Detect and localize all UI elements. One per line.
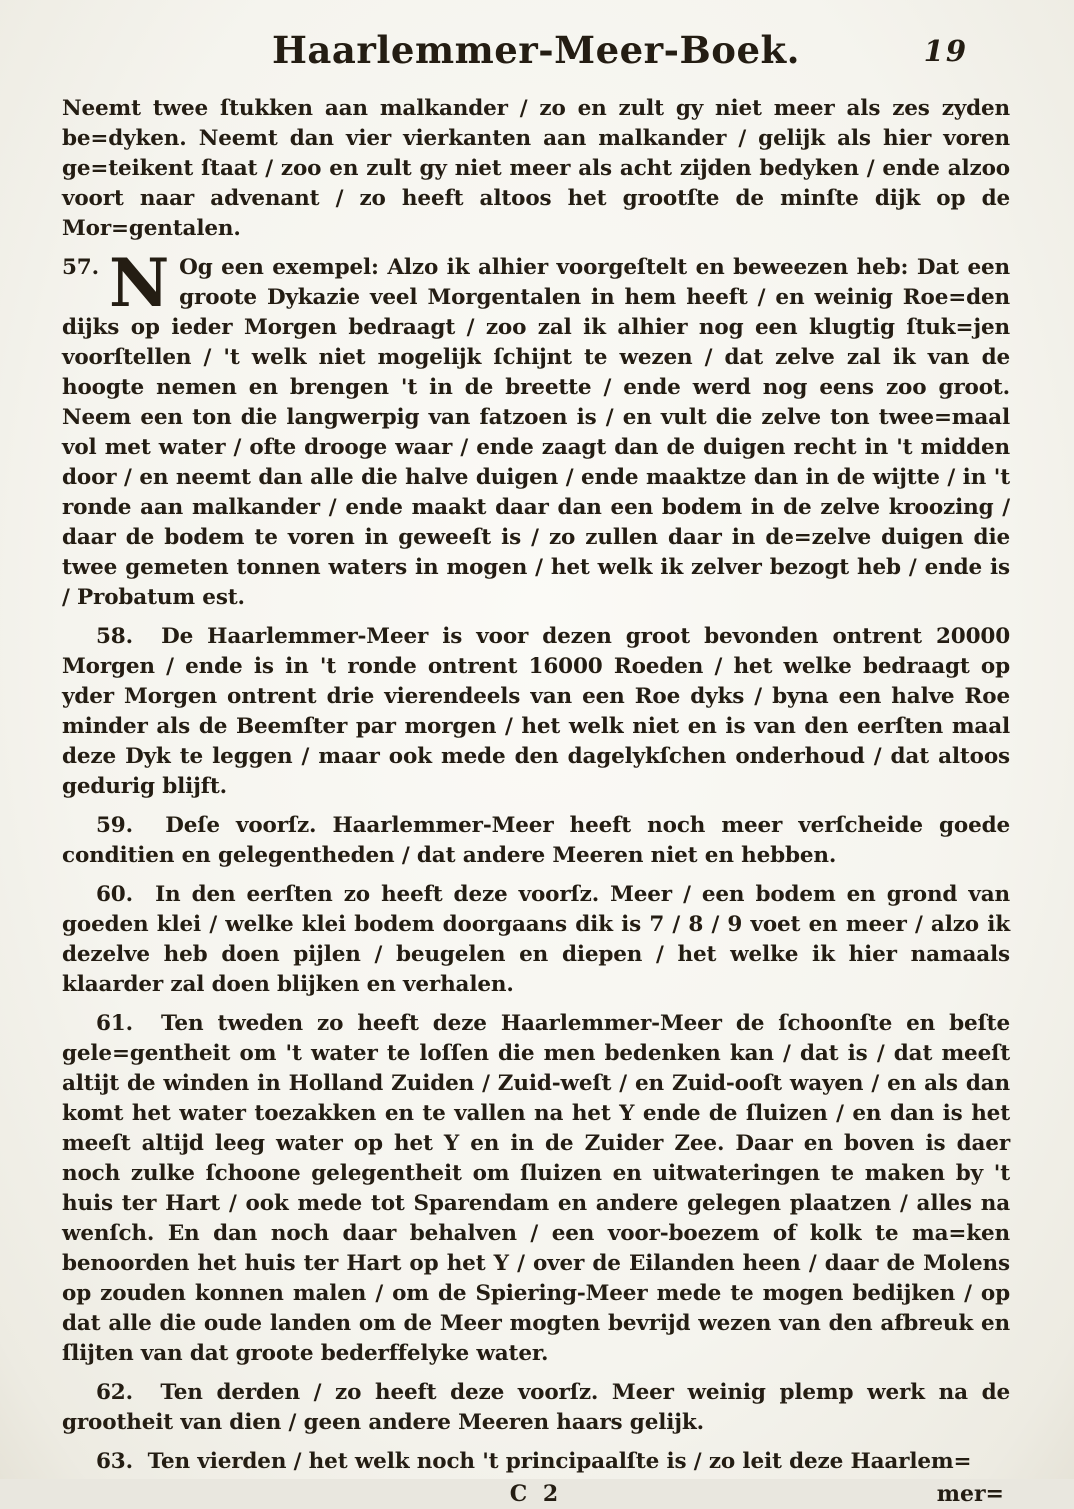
page-title: Haarlemmer-Meer-Boek. (271, 28, 801, 72)
paragraph (62, 1447, 1010, 1477)
page-number: 19 (923, 34, 968, 68)
paragraph (62, 244, 1010, 613)
paragraph-text: Neemt twee ſtukken aan malkander / zo en zult gy niet meer als zes zyden be=dyken. Neemt dan vier vierkanten aan malkander / gelijk als hier voren ge=teikent ſtaat / zoo en zult gy niet meer als acht zijden bedyken / ende alzoo voort naar advenant / zo heeft altoos het grootſte de minſte dijk op de Mor=gentalen. (62, 96, 1010, 241)
page-footer (62, 1479, 1010, 1509)
body-text (62, 94, 1010, 1477)
paragraph-text: In den eerſten zo heeft deze voorſz. Meer / een bodem en grond van goeden klei / welke klei bodem doorgaans dik is 7 / 8 / 9 voet en meer / alzo ik dezelve heb doen pijlen / beugelen en diepen / het welke ik hier namaals klaarder zal doen blijken en verhalen. (62, 882, 1010, 997)
paragraph-text: Ten derden / zo heeft deze voorſz. Meer weinig plemp werk na de grootheit van dien / geen andere Meeren haars gelijk. (62, 1380, 1010, 1435)
paragraph (62, 811, 1010, 871)
paragraph-number: 60. (96, 882, 156, 907)
paragraph-number: 63. (96, 1449, 148, 1474)
paragraph-number: 62. (96, 1380, 161, 1405)
paragraph-text: Og een exempel: Alzo ik alhier voorgeſtelt en beweezen heb: Dat een groote Dykazie veel Morgentalen in hem heeft / en weinig Roe=den dijks op ieder Morgen bedraagt / zoo zal ik alhier nog een klugtig ſtuk=jen voorſtellen / 't welk niet mogelijk ſchijnt te wezen / dat zelve zal ik van de hoogte nemen en brengen 't in de breette / ende werd nog eens zoo groot. Neem een ton die langwerpig van fatzoen is / en vult die zelve ton twee=maal vol met water / ofte drooge waar / ende zaagt dan de duigen recht in 't midden door / en neemt dan alle die halve duigen / ende maaktze dan in de wijtte / in 't ronde aan malkander / ende maakt daar dan een bodem in de zelve kroozing / daar de bodem te voren in geweeſt is / zo zullen daar in de=zelve duigen die twee gemeten tonnen waters in mogen / het welk ik zelver bezogt heb / ende is / Probatum est. (62, 255, 1010, 610)
signature-mark: C 2 (509, 1481, 563, 1507)
page-header (62, 24, 1010, 82)
paragraph-text: Ten tweden zo heeft deze Haarlemmer-Meer de ſchoonſte en beſte gele=gentheit om 't water te loſſen die men bedenken kan / dat is / dat meeſt altijt de winden in Holland Zuiden / Zuid-weſt / en Zuid-ooſt wayen / en als dan komt het water toezakken en te vallen na het Y ende de ſluizen / en dan is het meeſt altijd leeg water op het Y en in de Zuider Zee. Daar en boven is daer noch zulke ſchoone gelegentheit om ſluizen en uitwateringen te maken by 't huis ter Hart / ook mede tot Sparendam en andere gelegen plaatzen / alles na wenſch. En dan noch daar behalven / een voor-boezem of kolk te ma=ken benoorden het huis ter Hart op het Y / over de Eilanden heen / daar de Molens op zouden konnen malen / om de Spiering-Meer mede te mogen bedijken / op dat alle die oude landen om de Meer mogten bevrijd wezen van den afbreuk en ſlijten van dat groote bederffelyke water. (62, 1011, 1010, 1366)
drop-cap-group (62, 244, 170, 322)
drop-cap: N (108, 244, 170, 322)
paragraph (62, 1009, 1010, 1369)
catchword: mer= (936, 1481, 1004, 1507)
paragraph-text: De Haarlemmer-Meer is voor dezen groot bevonden ontrent 20000 Morgen / ende is in 't ronde ontrent 16000 Roeden / het welke bedraagt op yder Morgen ontrent drie vierendeels van een Roe dyks / byna een halve Roe minder als de Beemſter par morgen / het welk niet en is van den eerſten maal deze Dyk te leggen / maar ook mede den dagelykſchen onderhoud / dat altoos gedurig blijft. (62, 624, 1011, 799)
paragraph-number: 57. (62, 255, 99, 280)
paragraph (62, 880, 1010, 1000)
paragraph-text: Deſe voorſz. Haarlemmer-Meer heeft noch meer verſcheide goede conditien en gelegentheden / dat andere Meeren niet en hebben. (62, 813, 1011, 868)
paragraph-text: Ten vierden / het welk noch 't principaalſte is / zo leit deze Haarlem= (147, 1449, 972, 1474)
paragraph-number: 61. (96, 1011, 162, 1036)
paragraph (62, 1378, 1010, 1438)
paragraph-number: 58. (96, 624, 162, 649)
paragraph (62, 622, 1010, 802)
paragraph-number: 59. (96, 813, 166, 838)
paragraph (62, 94, 1010, 244)
